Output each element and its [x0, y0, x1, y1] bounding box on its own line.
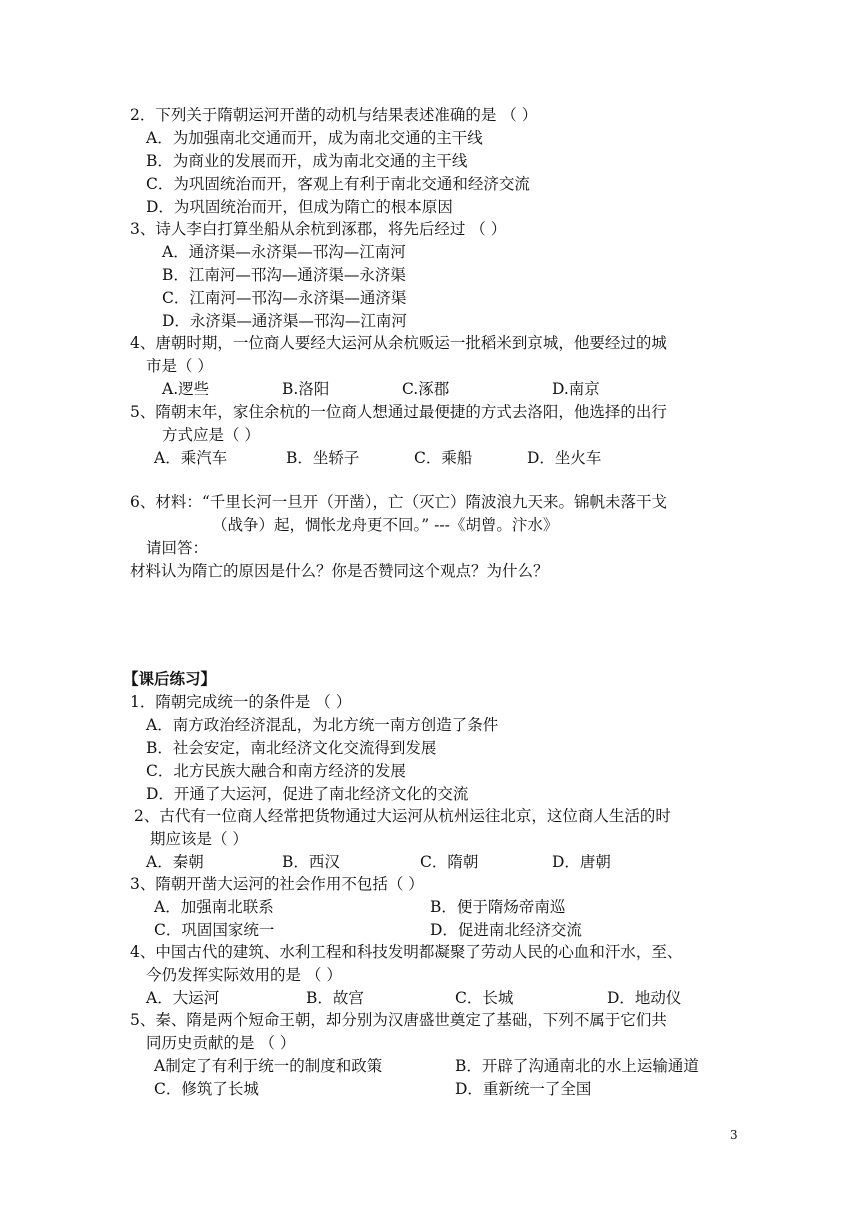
- ex5-option-d: D．重新统一了全国: [455, 1080, 592, 1098]
- ex2-option-b: B．西汉: [282, 853, 340, 871]
- q5-option-c: C．乘船: [414, 449, 473, 467]
- ex3-stem: 3、隋朝开凿大运河的社会作用不包括（ ）: [130, 875, 424, 893]
- q3-option-c: C．江南河—邗沟—永济渠—通济渠: [162, 289, 407, 307]
- q4-option-a: A.逻些: [162, 380, 210, 398]
- page-number: 3: [730, 1128, 738, 1142]
- q5-option-a: A．乘汽车: [154, 449, 228, 467]
- q6-material-line1: 6、材料：“千里长河一旦开（开凿），亡（灭亡）隋波浪九天来。锦帆未落干戈: [130, 493, 668, 511]
- ex3-option-b: B．便于隋炀帝南巡: [430, 898, 566, 916]
- ex2-stem-line2: 期应该是（ ）: [150, 830, 248, 848]
- q4-stem-line2: 市是（ ）: [146, 357, 213, 375]
- q3-option-a: A．通济渠—永济渠—邗沟—江南河: [162, 243, 406, 261]
- ex2-stem-line1: 2、古代有一位商人经常把货物通过大运河从杭州运往北京，这位商人生活的时: [134, 807, 671, 825]
- section-heading: 【课后练习】: [123, 669, 217, 688]
- ex2-option-a: A．秦朝: [146, 853, 204, 871]
- q5-stem-line2: 方式应是（ ）: [162, 426, 260, 444]
- ex3-option-c: C．巩固国家统一: [154, 921, 275, 939]
- q3-stem: 3、诗人李白打算坐船从余杭到涿郡，将先后经过 （ ）: [130, 220, 507, 238]
- q4-option-d: D.南京: [552, 380, 600, 398]
- ex4-stem-line1: 4、中国古代的建筑、水利工程和科技发明都凝聚了劳动人民的心血和汗水，至、: [130, 943, 683, 961]
- ex4-stem-line2: 今仍发挥实际效用的是 （ ）: [146, 966, 342, 984]
- ex5-stem-line2: 同历史贡献的是 （ ）: [146, 1034, 296, 1052]
- q6-question: 材料认为隋亡的原因是什么？你是否赞同这个观点？为什么？: [130, 562, 549, 580]
- ex4-option-d: D．地动仪: [607, 989, 682, 1007]
- ex5-stem-line1: 5、秦、隋是两个短命王朝，却分别为汉唐盛世奠定了基础，下列不属于它们共: [130, 1011, 667, 1029]
- ex2-option-d: D．唐朝: [552, 853, 611, 871]
- q4-stem-line1: 4、唐朝时期，一位商人要经大运河从余杭贩运一批稻米到京城，他要经过的城: [130, 334, 667, 352]
- ex1-stem: 1．隋朝完成统一的条件是 （ ）: [130, 693, 352, 711]
- ex5-option-c: C．修筑了长城: [154, 1080, 259, 1098]
- q5-stem-line1: 5、隋朝末年，家住余杭的一位商人想通过最便捷的方式去洛阳，他选择的出行: [130, 403, 667, 421]
- q2-option-c: C．为巩固统治而开，客观上有利于南北交通和经济交流: [146, 175, 530, 193]
- q6-prompt: 请回答：: [146, 539, 209, 557]
- ex3-option-a: A．加强南北联系: [154, 898, 274, 916]
- q5-option-d: D．坐火车: [527, 449, 602, 467]
- q3-option-b: B．江南河—邗沟—通济渠—永济渠: [162, 266, 406, 284]
- ex1-option-c: C．北方民族大融合和南方经济的发展: [146, 762, 406, 780]
- q5-option-b: B．坐轿子: [286, 449, 360, 467]
- q2-stem: 2．下列关于隋朝运河开凿的动机与结果表述准确的是 （ ）: [130, 106, 538, 124]
- ex4-option-c: C．长城: [455, 989, 514, 1007]
- ex3-option-d: D．促进南北经济交流: [430, 921, 582, 939]
- ex1-option-d: D．开通了大运河，促进了南北经济文化的交流: [146, 785, 469, 803]
- q3-option-d: D．永济渠—通济渠—邗沟—江南河: [162, 312, 407, 330]
- q4-option-c: C.涿郡: [402, 380, 450, 398]
- q4-option-b: B.洛阳: [282, 380, 330, 398]
- ex2-option-c: C．隋朝: [420, 853, 479, 871]
- q2-option-d: D．为巩固统治而开，但成为隋亡的根本原因: [146, 198, 453, 216]
- ex4-option-a: A．大运河: [146, 989, 220, 1007]
- ex5-option-a: A制定了有利于统一的制度和政策: [154, 1057, 383, 1075]
- q6-material-line2: （战争）起，惆怅龙舟更不回。” ---《胡曾。汴水》: [212, 516, 559, 534]
- ex5-option-b: B．开辟了沟通南北的水上运输通道: [455, 1057, 699, 1075]
- ex1-option-b: B．社会安定，南北经济文化交流得到发展: [146, 739, 437, 757]
- q2-option-b: B．为商业的发展而开，成为南北交通的主干线: [146, 152, 468, 170]
- ex4-option-b: B．故宫: [306, 989, 364, 1007]
- ex1-option-a: A．南方政治经济混乱，为北方统一南方创造了条件: [146, 716, 499, 734]
- q2-option-a: A．为加强南北交通而开，成为南北交通的主干线: [146, 129, 483, 147]
